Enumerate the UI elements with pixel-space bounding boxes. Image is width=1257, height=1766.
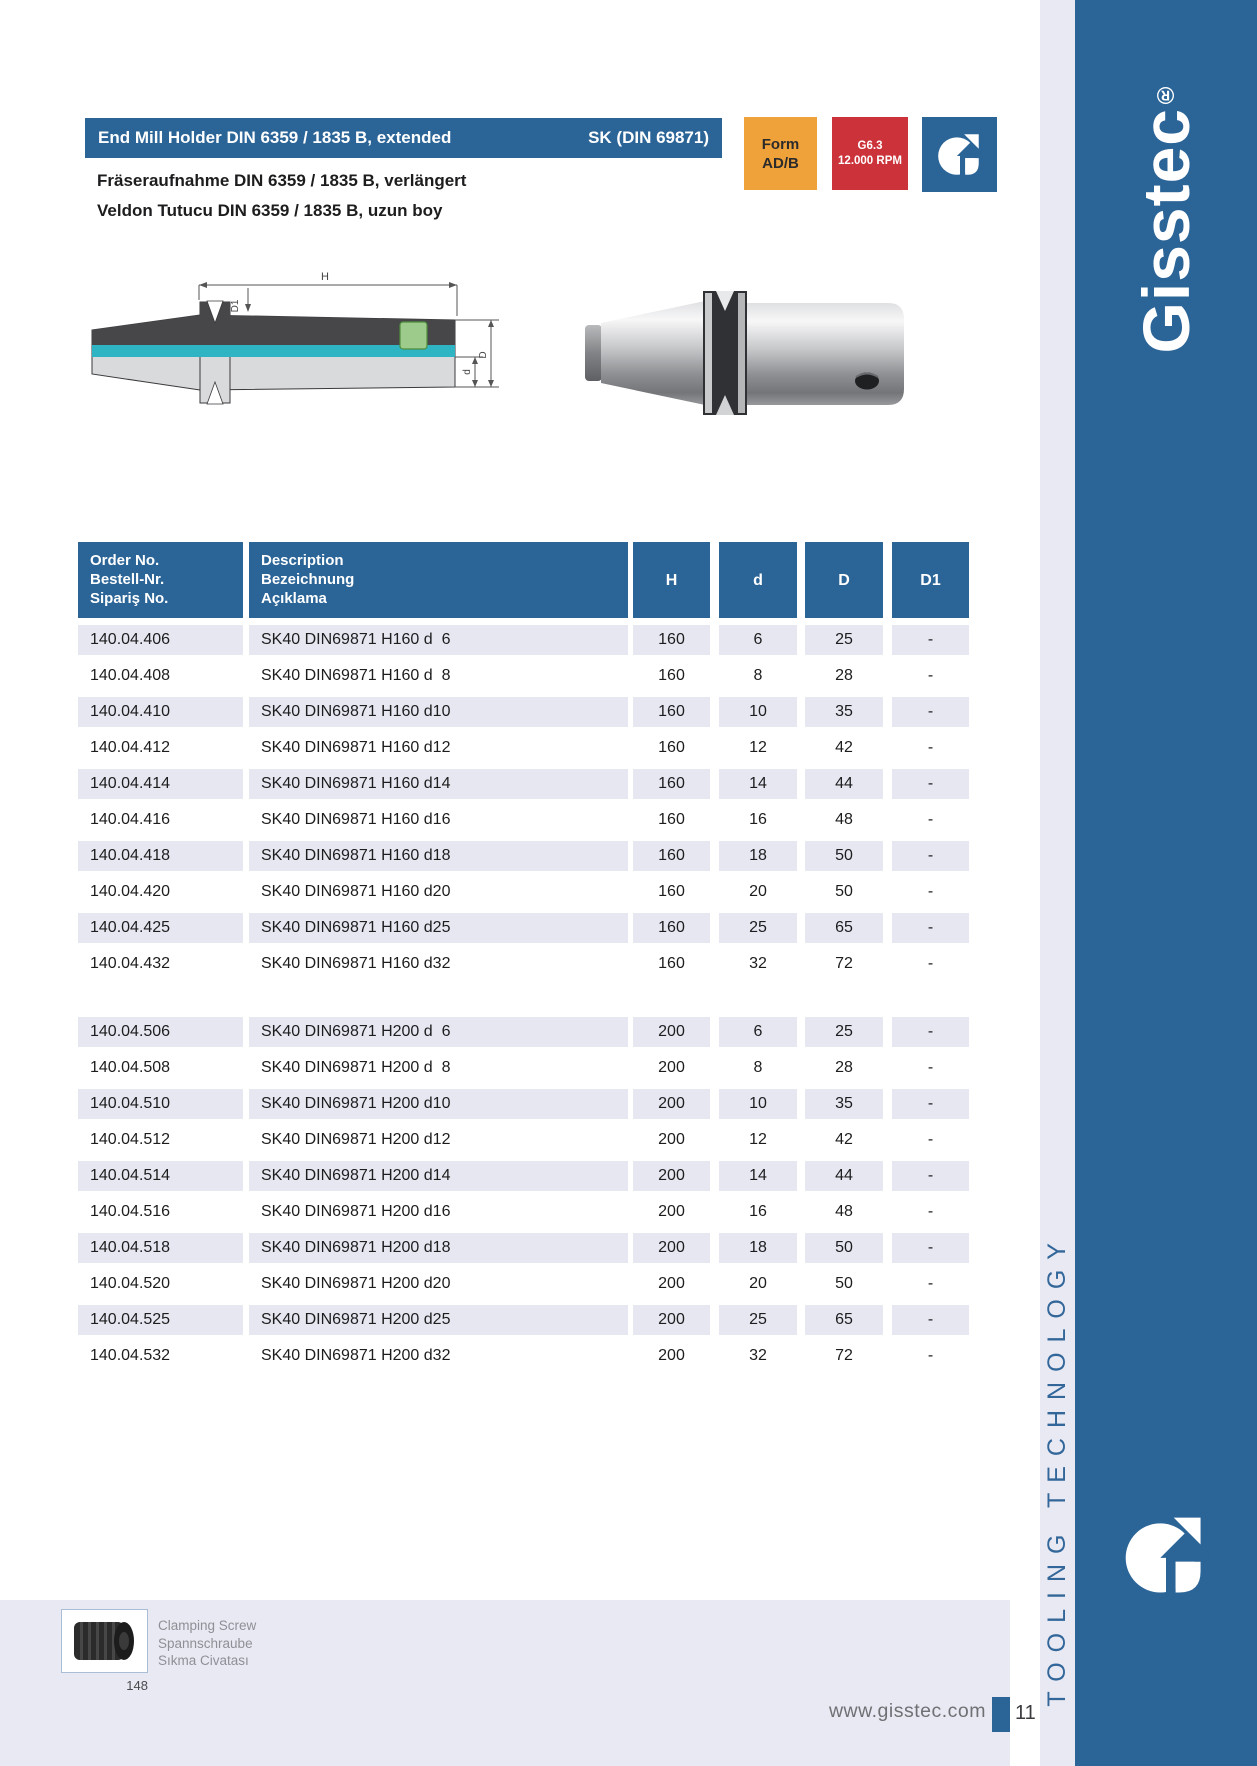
cell-d: 6 xyxy=(719,1017,797,1047)
cell-D: 50 xyxy=(805,1233,883,1263)
cell-order: 140.04.406 xyxy=(78,625,243,655)
cell-d: 14 xyxy=(719,769,797,799)
accessory-label-tr: Sıkma Civatası xyxy=(158,1653,249,1668)
cell-order: 140.04.506 xyxy=(78,1017,243,1047)
cell-D: 50 xyxy=(805,841,883,871)
cell-description: SK40 DIN69871 H160 d20 xyxy=(261,883,451,900)
table-row xyxy=(78,1230,969,1266)
logo-badge xyxy=(922,117,997,192)
cell-description: SK40 DIN69871 H200 d14 xyxy=(249,1161,628,1191)
col-header-description: Description Bezeichnung Açıklama xyxy=(249,542,628,618)
accessory-label-de: Spannschraube xyxy=(158,1635,253,1651)
cell-D: 28 xyxy=(835,1059,853,1076)
brand-logo-text xyxy=(1075,80,1257,550)
cell-D1: - xyxy=(927,1059,934,1076)
cell-H: 200 xyxy=(658,1131,685,1148)
svg-text:D1: D1 xyxy=(230,299,241,313)
brand-tagline: TOOLING TECHNOLOGY xyxy=(1043,1233,1071,1707)
cell-d: 18 xyxy=(719,1233,797,1263)
cell-description: SK40 DIN69871 H200 d12 xyxy=(261,1131,451,1148)
cell-description: SK40 DIN69871 H200 d10 xyxy=(249,1089,628,1119)
cell-H: 200 xyxy=(658,1275,685,1292)
cell-d: 20 xyxy=(749,883,767,900)
cell-description: SK40 DIN69871 H160 d 6 xyxy=(249,625,628,655)
cell-d: 16 xyxy=(749,811,767,828)
cell-order: 140.04.416 xyxy=(90,811,171,828)
cell-description: SK40 DIN69871 H200 d18 xyxy=(249,1233,628,1263)
cell-d: 8 xyxy=(753,1059,763,1076)
cell-H: 200 xyxy=(633,1161,710,1191)
cell-description: SK40 DIN69871 H200 d20 xyxy=(261,1275,451,1292)
cell-order: 140.04.514 xyxy=(78,1161,243,1191)
cell-D: 44 xyxy=(805,769,883,799)
cell-d: 25 xyxy=(719,913,797,943)
cell-H: 160 xyxy=(633,841,710,871)
cell-D1: - xyxy=(892,769,969,799)
table-row xyxy=(78,1050,969,1086)
section-title: End Mill Holder DIN 6359 / 1835 B, extended xyxy=(98,128,452,147)
cell-d: 25 xyxy=(719,1305,797,1335)
cell-order: 140.04.520 xyxy=(90,1275,171,1292)
cell-order: 140.04.525 xyxy=(78,1305,243,1335)
table-group-h160 xyxy=(78,622,969,982)
cell-D1: - xyxy=(892,625,969,655)
table-group-h200 xyxy=(78,1014,969,1374)
page-number: 11 xyxy=(1015,1702,1036,1724)
cell-order: 140.04.418 xyxy=(78,841,243,871)
cell-order: 140.04.414 xyxy=(78,769,243,799)
cell-description: SK40 DIN69871 H200 d 8 xyxy=(261,1059,451,1076)
cell-D: 25 xyxy=(805,1017,883,1047)
cell-order: 140.04.420 xyxy=(90,883,171,900)
table-header xyxy=(78,542,969,618)
cell-D: 42 xyxy=(835,1131,853,1148)
table-row xyxy=(78,1194,969,1230)
cell-description: SK40 DIN69871 H160 d 8 xyxy=(261,667,451,684)
cell-order: 140.04.508 xyxy=(90,1059,171,1076)
cell-D1: - xyxy=(892,1089,969,1119)
cell-order: 140.04.518 xyxy=(78,1233,243,1263)
table-row xyxy=(78,910,969,946)
cell-d: 10 xyxy=(719,1089,797,1119)
table-row xyxy=(78,1302,969,1338)
cell-D: 48 xyxy=(835,811,853,828)
cell-D: 25 xyxy=(805,625,883,655)
cell-description: SK40 DIN69871 H160 d25 xyxy=(249,913,628,943)
accessory-page-ref: 148 xyxy=(126,1678,148,1693)
table-row xyxy=(78,838,969,874)
cell-order: 140.04.510 xyxy=(78,1089,243,1119)
cell-D1: - xyxy=(892,841,969,871)
subtitle-german: Fräseraufnahme DIN 6359 / 1835 B, verlängert xyxy=(97,171,467,190)
cell-D: 44 xyxy=(805,1161,883,1191)
table-row xyxy=(78,802,969,838)
cell-D1: - xyxy=(892,1161,969,1191)
svg-text:d: d xyxy=(462,369,473,375)
cell-D: 50 xyxy=(835,883,853,900)
cell-D: 72 xyxy=(835,1347,853,1364)
cell-D1: - xyxy=(927,1347,934,1364)
brand-name: Gisstec xyxy=(1129,108,1203,354)
table-row xyxy=(78,1122,969,1158)
cell-order: 140.04.425 xyxy=(78,913,243,943)
cell-D1: - xyxy=(927,1203,934,1220)
col-header-h: H xyxy=(633,542,710,618)
cell-D: 65 xyxy=(805,913,883,943)
cell-H: 160 xyxy=(658,883,685,900)
cell-H: 200 xyxy=(658,1203,685,1220)
cell-order: 140.04.432 xyxy=(90,955,171,972)
table-row xyxy=(78,874,969,910)
cell-H: 160 xyxy=(658,955,685,972)
cell-H: 160 xyxy=(633,697,710,727)
table-row xyxy=(78,730,969,766)
gisstec-logo-icon xyxy=(934,129,986,181)
cell-d: 12 xyxy=(749,739,767,756)
col-header-order: Order No. Bestell-Nr. Sipariş No. xyxy=(78,542,243,618)
cell-D: 72 xyxy=(835,955,853,972)
table-row xyxy=(78,1158,969,1194)
table-row xyxy=(78,766,969,802)
cell-order: 140.04.410 xyxy=(78,697,243,727)
cell-H: 160 xyxy=(633,625,710,655)
cell-order: 140.04.516 xyxy=(90,1203,171,1220)
cell-D1: - xyxy=(927,811,934,828)
footer-band xyxy=(0,1600,1010,1766)
svg-text:D: D xyxy=(478,351,489,359)
cell-D: 28 xyxy=(835,667,853,684)
cell-d: 16 xyxy=(749,1203,767,1220)
cell-description: SK40 DIN69871 H160 d14 xyxy=(249,769,628,799)
section-title-bar xyxy=(85,118,722,158)
cell-D1: - xyxy=(927,1131,934,1148)
cell-H: 160 xyxy=(633,913,710,943)
cell-H: 200 xyxy=(633,1017,710,1047)
cell-d: 8 xyxy=(753,667,763,684)
registered-mark: ® xyxy=(1152,80,1179,108)
cell-description: SK40 DIN69871 H160 d32 xyxy=(261,955,451,972)
cell-description: SK40 DIN69871 H160 d12 xyxy=(261,739,451,756)
cell-H: 160 xyxy=(658,667,685,684)
cell-H: 160 xyxy=(658,811,685,828)
cell-H: 200 xyxy=(658,1347,685,1364)
table-row xyxy=(78,622,969,658)
col-header-D1: D1 xyxy=(892,542,969,618)
cell-order: 140.04.532 xyxy=(90,1347,171,1364)
cell-D: 48 xyxy=(835,1203,853,1220)
cell-D1: - xyxy=(892,1233,969,1263)
cell-description: SK40 DIN69871 H160 d10 xyxy=(249,697,628,727)
cell-order: 140.04.412 xyxy=(90,739,171,756)
cell-d: 12 xyxy=(749,1131,767,1148)
cell-D1: - xyxy=(927,955,934,972)
table-row xyxy=(78,1266,969,1302)
cell-D: 50 xyxy=(835,1275,853,1292)
cell-d: 10 xyxy=(719,697,797,727)
table-row xyxy=(78,1014,969,1050)
cell-d: 6 xyxy=(719,625,797,655)
cell-d: 32 xyxy=(749,955,767,972)
website-link[interactable]: www.gisstec.com xyxy=(828,1700,986,1722)
cell-d: 18 xyxy=(719,841,797,871)
cell-d: 32 xyxy=(749,1347,767,1364)
holder-photo xyxy=(530,285,930,425)
cell-D1: - xyxy=(927,667,934,684)
cell-D1: - xyxy=(892,1017,969,1047)
cell-order: 140.04.408 xyxy=(90,667,171,684)
cell-H: 200 xyxy=(633,1305,710,1335)
cell-D1: - xyxy=(892,697,969,727)
balance-grade-badge: G6.3 12.000 RPM xyxy=(832,117,908,190)
clamping-screw-image xyxy=(61,1609,148,1673)
cell-D1: - xyxy=(927,739,934,756)
svg-text:H: H xyxy=(321,271,329,283)
cell-D1: - xyxy=(892,913,969,943)
accessory-label-en: Clamping Screw xyxy=(158,1618,257,1633)
accessory-labels xyxy=(158,1617,256,1670)
col-header-d: d xyxy=(719,542,797,618)
cell-description: SK40 DIN69871 H200 d25 xyxy=(249,1305,628,1335)
cell-description: SK40 DIN69871 H200 d 6 xyxy=(249,1017,628,1047)
table-row xyxy=(78,1338,969,1374)
taper-designation: SK (DIN 69871) xyxy=(588,128,709,147)
cell-D1: - xyxy=(892,1305,969,1335)
clamping-screw-icon xyxy=(72,1617,138,1665)
form-badge: Form AD/B xyxy=(744,117,817,190)
cell-D1: - xyxy=(927,1275,934,1292)
cell-H: 200 xyxy=(633,1233,710,1263)
gisstec-logo-icon xyxy=(1118,1508,1214,1604)
cell-description: SK40 DIN69871 H160 d18 xyxy=(249,841,628,871)
table-row xyxy=(78,1086,969,1122)
cross-section-drawing xyxy=(85,240,505,415)
table-row xyxy=(78,694,969,730)
cell-d: 20 xyxy=(749,1275,767,1292)
cell-H: 200 xyxy=(633,1089,710,1119)
subtitle-turkish: Veldon Tutucu DIN 6359 / 1835 B, uzun boy xyxy=(97,201,443,220)
col-header-D: D xyxy=(805,542,883,618)
cell-H: 200 xyxy=(658,1059,685,1076)
cell-d: 14 xyxy=(719,1161,797,1191)
cell-description: SK40 DIN69871 H200 d32 xyxy=(261,1347,451,1364)
page-number-marker xyxy=(992,1697,1010,1732)
cell-D: 42 xyxy=(835,739,853,756)
table-row xyxy=(78,658,969,694)
cell-description: SK40 DIN69871 H160 d16 xyxy=(261,811,451,828)
table-row xyxy=(78,946,969,982)
cell-D: 65 xyxy=(805,1305,883,1335)
cell-D: 35 xyxy=(805,1089,883,1119)
cell-order: 140.04.512 xyxy=(90,1131,171,1148)
cell-H: 160 xyxy=(658,739,685,756)
cell-H: 160 xyxy=(633,769,710,799)
cell-D: 35 xyxy=(805,697,883,727)
cell-description: SK40 DIN69871 H200 d16 xyxy=(261,1203,451,1220)
cell-D1: - xyxy=(927,883,934,900)
